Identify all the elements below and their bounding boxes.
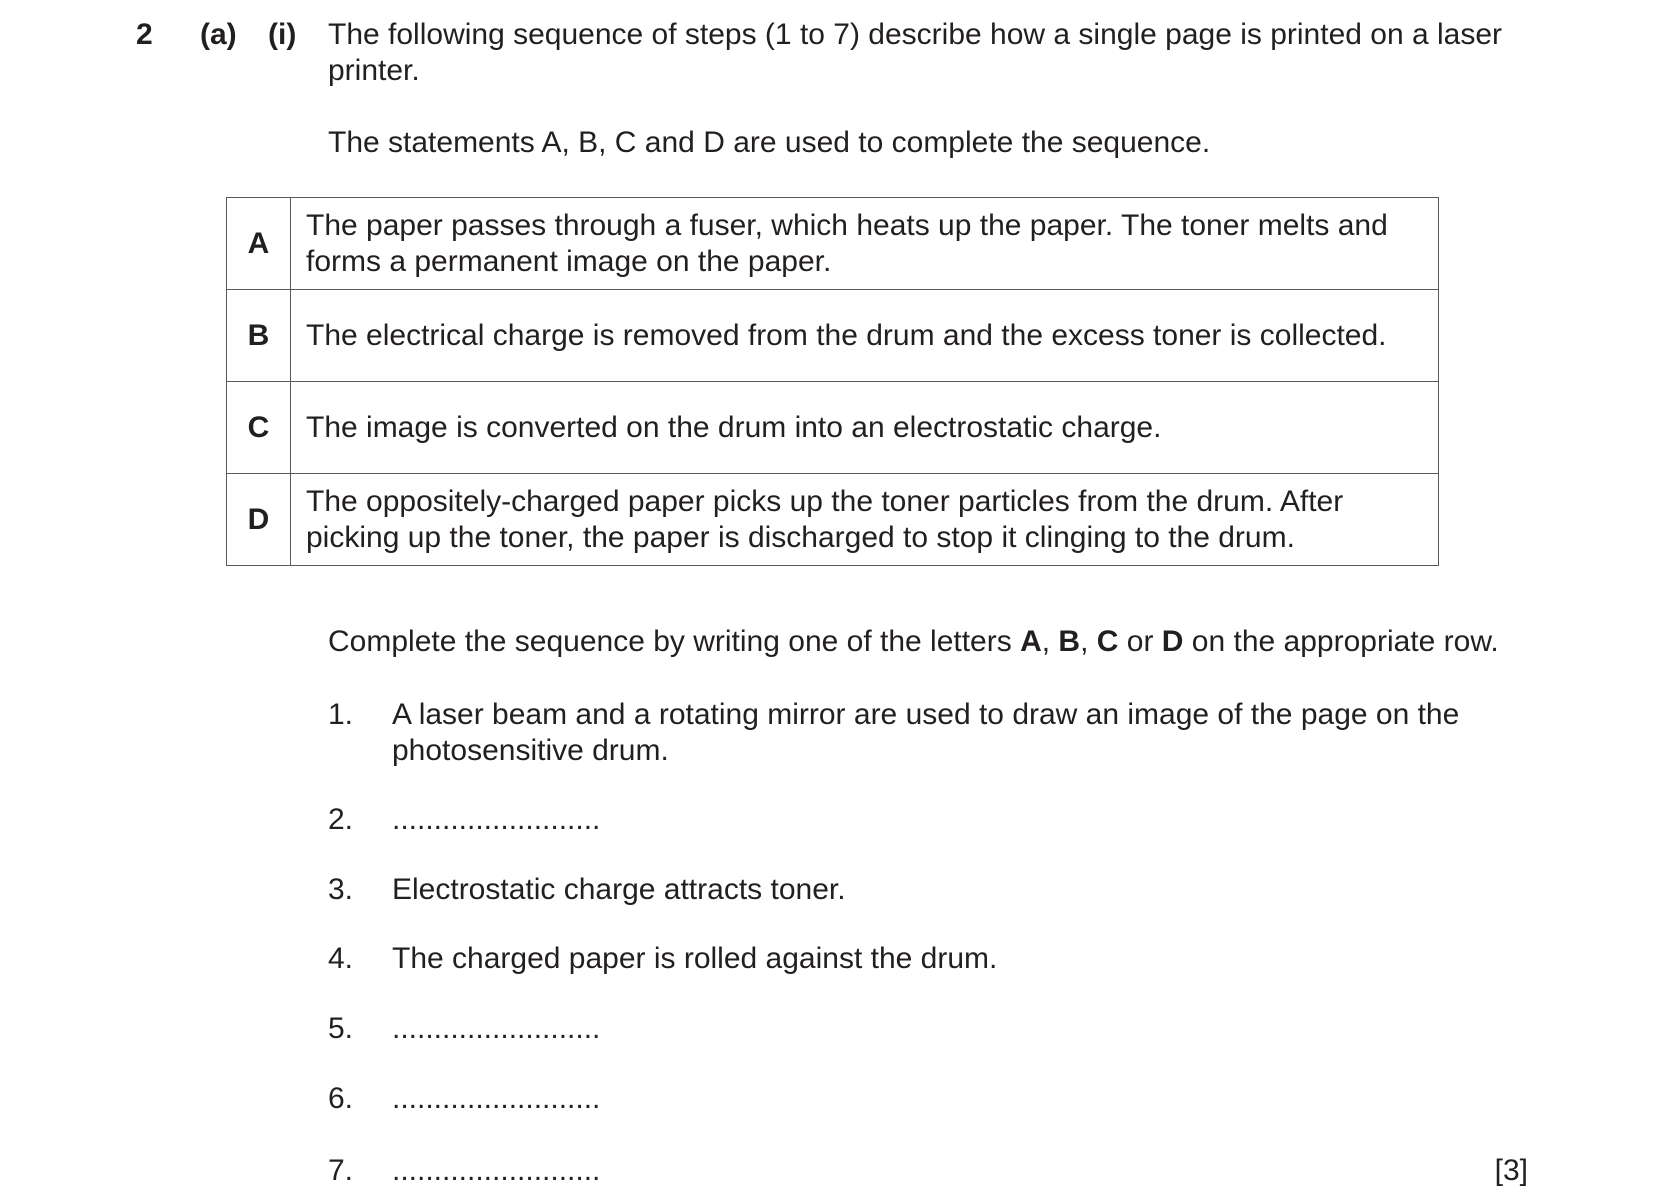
step-answer-field[interactable]: ......................... <box>392 1154 601 1187</box>
statement-letter: D <box>227 474 291 566</box>
instruction-text: Complete the sequence by writing one of the letters <box>328 625 1021 658</box>
statement-letter: C <box>227 382 291 474</box>
question-intro-line-2: printer. <box>328 54 420 87</box>
step-number: 3. <box>328 873 354 906</box>
question-intro-line-1: The following sequence of steps (1 to 7) describe how a single page is printed on a laser <box>328 18 1503 51</box>
statement-text <box>291 198 1439 290</box>
statement-row-d <box>227 474 1439 566</box>
instruction-letter: A <box>1020 625 1042 658</box>
statement-text-line: picking up the toner, the paper is discharged to stop it clinging to the drum. <box>306 520 1295 554</box>
instruction-text: , <box>1080 625 1097 658</box>
step-text: Electrostatic charge attracts toner. <box>392 873 846 906</box>
question-number: 2 <box>136 18 153 51</box>
statement-text-line: The oppositely-charged paper picks up the toner particles from the drum. After <box>306 484 1344 518</box>
instruction-text: , <box>1041 625 1059 658</box>
completion-instruction <box>328 624 1499 660</box>
instruction-letter: C <box>1096 625 1119 658</box>
step-text-line: photosensitive drum. <box>392 734 669 767</box>
step-answer-field[interactable]: ......................... <box>392 1012 601 1045</box>
statement-letter: B <box>227 290 291 382</box>
step-answer-field[interactable]: ......................... <box>392 1082 601 1115</box>
instruction-text: on the appropriate row. <box>1183 625 1499 658</box>
step-number: 5. <box>328 1012 354 1045</box>
marks-indicator: [3] <box>1494 1154 1528 1187</box>
step-number: 1. <box>328 698 354 731</box>
step-number: 7. <box>328 1154 354 1187</box>
question-subpart-label: (i) <box>268 18 297 51</box>
statement-letter: A <box>227 198 291 290</box>
statement-text <box>291 474 1439 566</box>
statement-row-a <box>227 198 1439 290</box>
statement-text-line: The image is converted on the drum into an electrostatic charge. <box>306 410 1162 444</box>
statement-text <box>291 290 1439 382</box>
statement-text-line: The electrical charge is removed from the drum and the excess toner is collected. <box>306 318 1387 352</box>
statement-text <box>291 382 1439 474</box>
statement-text-line: forms a permanent image on the paper. <box>306 244 832 278</box>
step-number: 2. <box>328 803 354 836</box>
instruction-letter: B <box>1058 625 1081 658</box>
step-text: The charged paper is rolled against the drum. <box>392 942 998 975</box>
instruction-text: or <box>1118 625 1162 658</box>
instruction-letter: D <box>1161 625 1184 658</box>
statements-table <box>226 197 1439 566</box>
statement-row-b <box>227 290 1439 382</box>
statements-instruction: The statements A, B, C and D are used to complete the sequence. <box>328 126 1211 159</box>
question-part-label: (a) <box>200 18 237 51</box>
step-number: 6. <box>328 1082 354 1115</box>
statement-text-line: The paper passes through a fuser, which heats up the paper. The toner melts and <box>306 208 1388 242</box>
step-number: 4. <box>328 942 354 975</box>
statement-row-c <box>227 382 1439 474</box>
step-answer-field[interactable]: ......................... <box>392 803 601 836</box>
step-text-line: A laser beam and a rotating mirror are used to draw an image of the page on the <box>392 698 1460 731</box>
